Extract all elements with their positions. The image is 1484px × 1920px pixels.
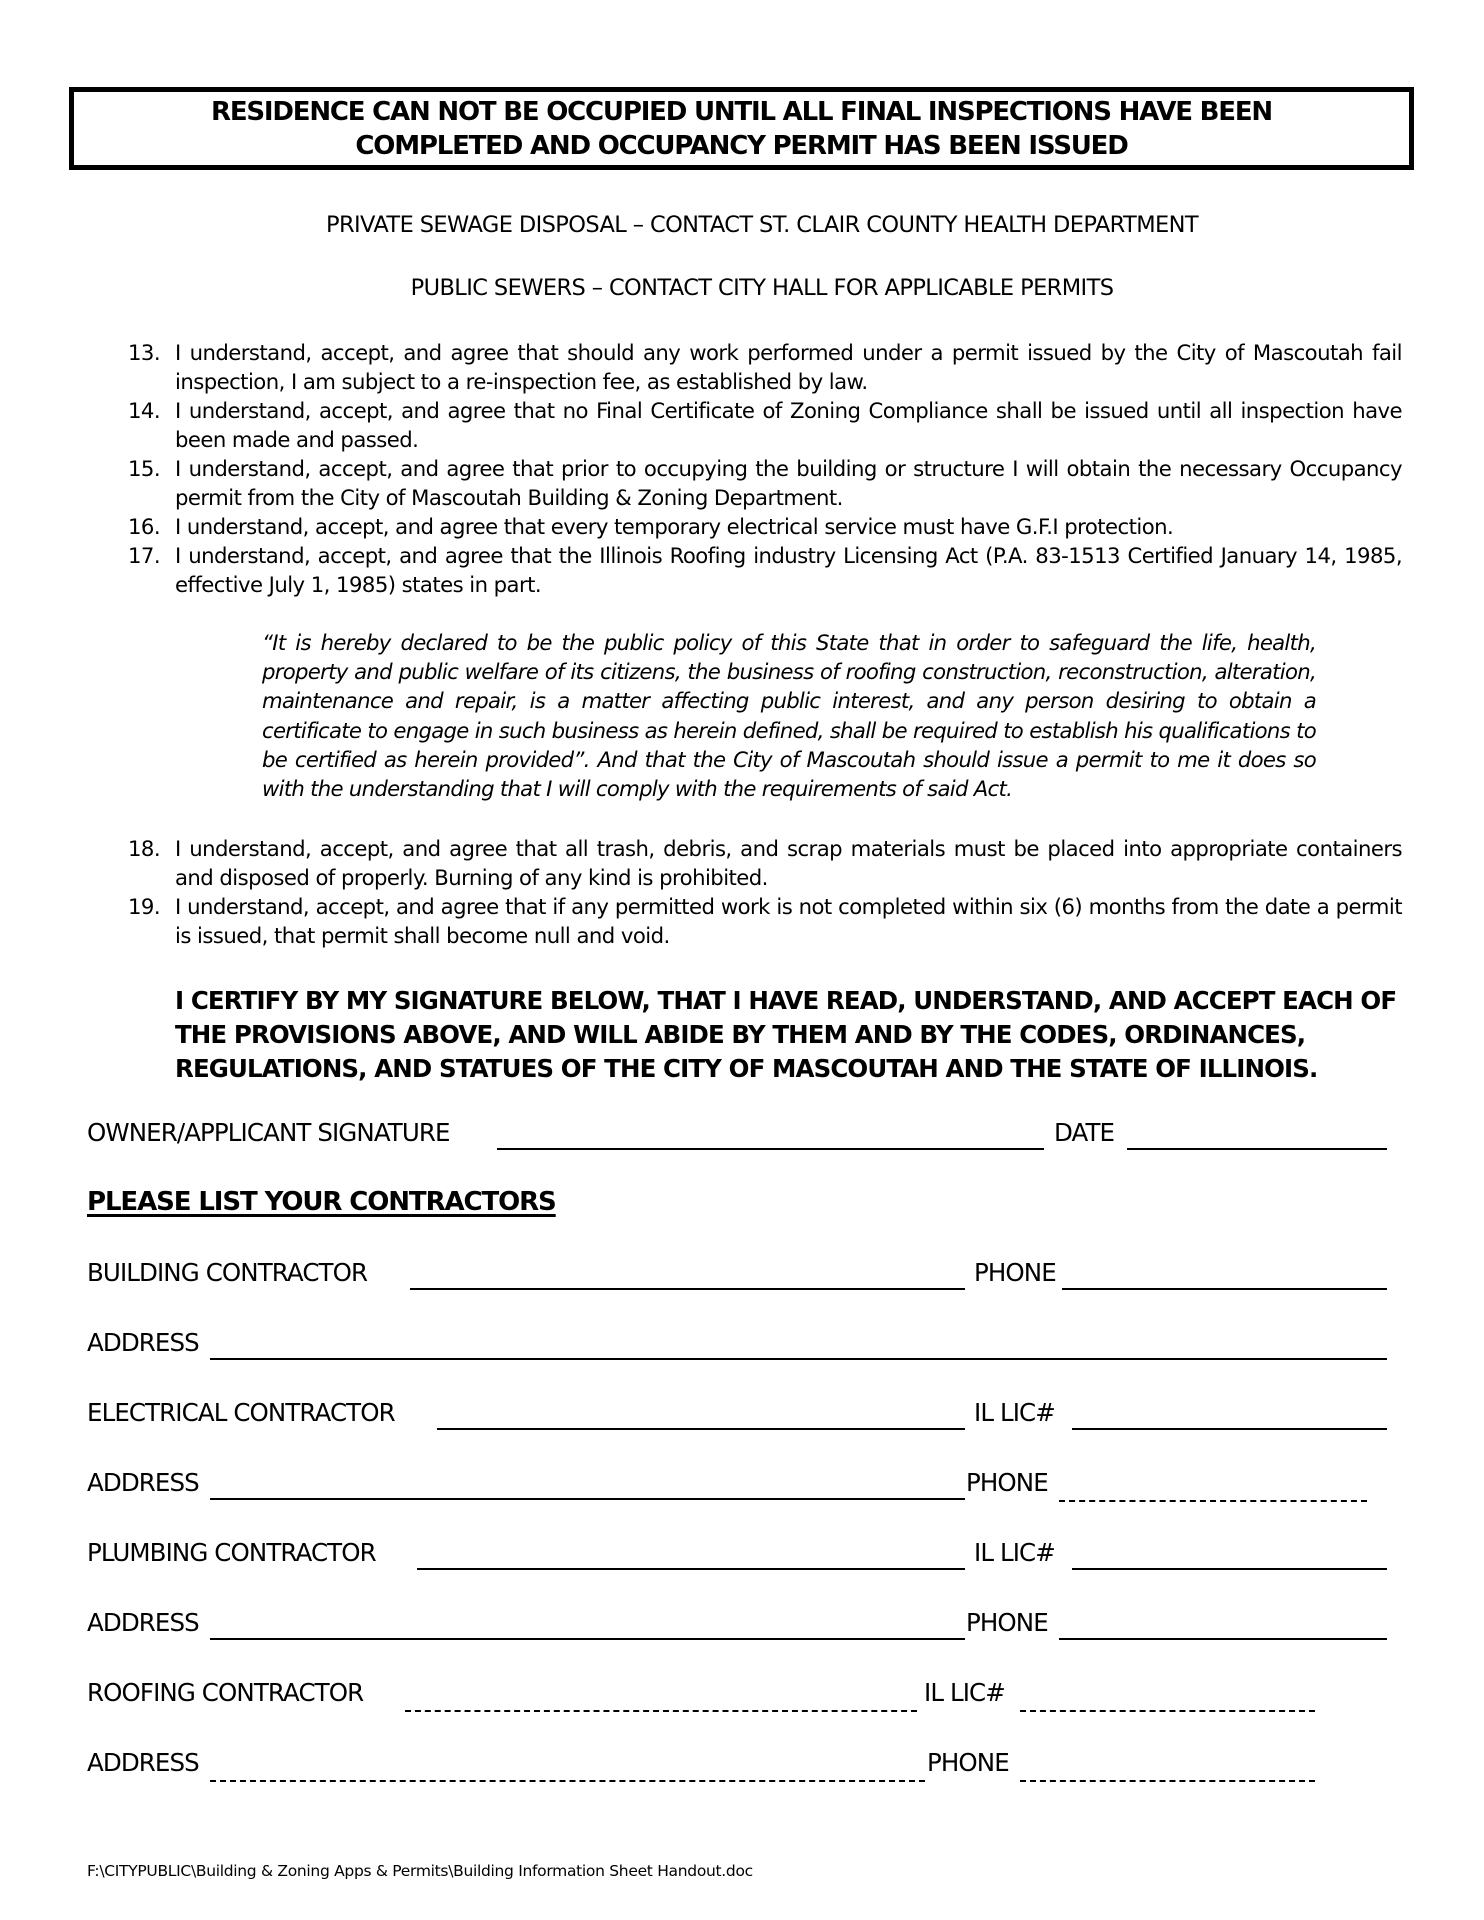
- electrical-lic-label: IL LIC#: [974, 1398, 1055, 1427]
- provision-number: 19.: [128, 894, 161, 919]
- provision-text: I understand, accept, and agree that the Illinois Roofing industry Licensing Act (P.A. 83-1513 Certified January 14, 1985, effective July 1, 1985) states in part.: [175, 543, 1402, 597]
- provision-text: I understand, accept, and agree that should any work performed under a permit issued by the City of Mascoutah fail inspection, I am subject to a re-inspection fee, as established by law.: [175, 340, 1402, 394]
- provision-item-14: [122, 396, 1402, 454]
- occupancy-warning-box: [69, 87, 1414, 170]
- roofing-act-quote: “It is hereby declared to be the public policy of this State that in order to safeguard the life, health, property and public welfare of its citizens, the business of roofing construction, reconstruction, alteration, maintenance and repair, is a matter affecting public interest, and any person desiring to obtain a certificate to engage in such business as herein defined, shall be required to establish his qualifications to be certified as herein provided”. And that the City of Mascoutah should issue a permit to me it does so with the understanding that I will comply with the requirements of said Act.: [262, 630, 1316, 802]
- provision-number: 18.: [128, 836, 161, 861]
- plumbing-address-field[interactable]: [210, 1638, 965, 1640]
- electrical-contractor-label: ELECTRICAL CONTRACTOR: [87, 1398, 395, 1427]
- plumbing-phone-label: PHONE: [966, 1608, 1048, 1637]
- file-path-footer: F:\CITYPUBLIC\Building & Zoning Apps & Permits\Building Information Sheet Handout.doc: [87, 1862, 753, 1880]
- provision-item-15: [122, 454, 1402, 512]
- warning-line-2: COMPLETED AND OCCUPANCY PERMIT HAS BEEN ISSUED: [355, 131, 1128, 161]
- roofing-lic-label: IL LIC#: [924, 1678, 1005, 1707]
- provision-item-13: [122, 338, 1402, 396]
- warning-line-1: RESIDENCE CAN NOT BE OCCUPIED UNTIL ALL FINAL INSPECTIONS HAVE BEEN: [211, 97, 1272, 127]
- provision-text: I understand, accept, and agree that all trash, debris, and scrap materials must be placed into appropriate containers and disposed of properly. Burning of any kind is prohibited.: [175, 836, 1402, 890]
- plumbing-lic-label: IL LIC#: [974, 1538, 1055, 1567]
- plumbing-contractor-label: PLUMBING CONTRACTOR: [87, 1538, 376, 1567]
- plumbing-contractor-field[interactable]: [417, 1568, 965, 1570]
- plumbing-lic-field[interactable]: [1072, 1568, 1387, 1570]
- roofing-lic-field[interactable]: [1020, 1710, 1315, 1712]
- provision-item-19: [122, 892, 1402, 950]
- plumbing-address-label: ADDRESS: [87, 1608, 199, 1637]
- building-address-field[interactable]: [210, 1358, 1387, 1360]
- contractors-heading: PLEASE LIST YOUR CONTRACTORS: [87, 1187, 556, 1217]
- roofing-phone-field[interactable]: [1020, 1780, 1315, 1782]
- provision-number: 16.: [128, 514, 161, 539]
- plumbing-phone-field[interactable]: [1059, 1638, 1387, 1640]
- electrical-lic-field[interactable]: [1072, 1428, 1387, 1430]
- provision-item-18: [122, 834, 1402, 892]
- building-address-label: ADDRESS: [87, 1328, 199, 1357]
- provision-text: I understand, accept, and agree that no Final Certificate of Zoning Compliance shall be issued until all inspection have been made and passed.: [175, 398, 1402, 452]
- roofing-contractor-field[interactable]: [405, 1710, 917, 1712]
- electrical-address-label: ADDRESS: [87, 1468, 199, 1497]
- owner-signature-label: OWNER/APPLICANT SIGNATURE: [87, 1118, 450, 1147]
- owner-signature-field[interactable]: [497, 1148, 1044, 1150]
- provision-number: 13.: [128, 340, 161, 365]
- building-phone-field[interactable]: [1062, 1288, 1387, 1290]
- electrical-address-field[interactable]: [210, 1498, 965, 1500]
- provision-item-16: [122, 512, 1402, 541]
- provision-text: I understand, accept, and agree that every temporary electrical service must have G.F.I protection.: [175, 514, 1174, 539]
- provision-number: 17.: [128, 543, 161, 568]
- provision-text: I understand, accept, and agree that if any permitted work is not completed within six (6) months from the date a permit is issued, that permit shall become null and void.: [175, 894, 1402, 948]
- provision-number: 15.: [128, 456, 161, 481]
- roofing-phone-label: PHONE: [927, 1748, 1009, 1777]
- building-phone-label: PHONE: [974, 1258, 1056, 1287]
- roofing-address-field[interactable]: [210, 1780, 925, 1782]
- provision-text: I understand, accept, and agree that prior to occupying the building or structure I will obtain the necessary Occupancy permit from the City of Mascoutah Building & Zoning Department.: [175, 456, 1402, 510]
- roofing-address-label: ADDRESS: [87, 1748, 199, 1777]
- provisions-list-top: [122, 338, 1402, 599]
- electrical-phone-field[interactable]: [1059, 1500, 1367, 1502]
- electrical-phone-label: PHONE: [966, 1468, 1048, 1497]
- building-contractor-label: BUILDING CONTRACTOR: [87, 1258, 368, 1287]
- private-sewage-notice: PRIVATE SEWAGE DISPOSAL – CONTACT ST. CLAIR COUNTY HEALTH DEPARTMENT: [326, 212, 1198, 238]
- roofing-contractor-label: ROOFING CONTRACTOR: [87, 1678, 364, 1707]
- public-sewers-notice: PUBLIC SEWERS – CONTACT CITY HALL FOR APPLICABLE PERMITS: [410, 275, 1114, 301]
- building-contractor-field[interactable]: [410, 1288, 965, 1290]
- provisions-list-bottom: [122, 834, 1402, 950]
- provision-item-17: [122, 541, 1402, 599]
- provision-number: 14.: [128, 398, 161, 423]
- certification-statement: I CERTIFY BY MY SIGNATURE BELOW, THAT I HAVE READ, UNDERSTAND, AND ACCEPT EACH OF THE PROVISIONS ABOVE, AND WILL ABIDE BY THEM AND BY THE CODES, ORDINANCES, REGULATIONS, AND STATUES OF THE CITY OF MASCOUTAH AND THE STATE OF ILLINOIS.: [175, 986, 1397, 1083]
- electrical-contractor-field[interactable]: [437, 1428, 965, 1430]
- date-label: DATE: [1054, 1118, 1115, 1147]
- date-field[interactable]: [1127, 1148, 1387, 1150]
